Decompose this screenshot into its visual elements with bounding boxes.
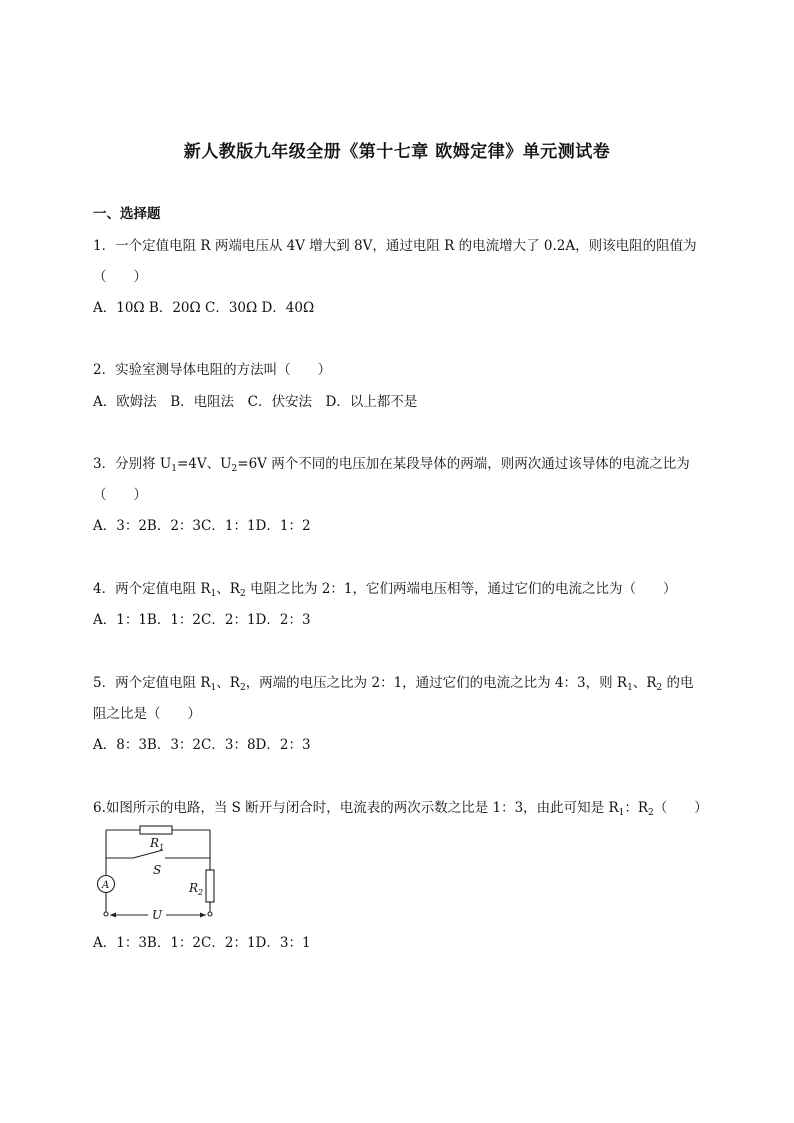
question-6-text: 6.如图所示的电路，当 S 断开与闭合时，电流表的两次示数之比是 1：3，由此可知是 $R_1$：$R_2$（ ）: [93, 800, 708, 818]
question-1-text: 1．一个定值电阻 R 两端电压从 4V 增大到 8V，通过电阻 R 的电流增大了 0.2A，则该电阻的阻值为: [93, 238, 697, 254]
resistor-r1: [140, 826, 172, 834]
label-r2: $R_2$: [189, 881, 204, 897]
question-4-text: 4．两个定值电阻 $R_1$、$R_2$ 电阻之比为 2：1，它们两端电压相等，通过它们的电流之比为（ ）: [93, 581, 677, 599]
question-1-options: A．10Ω B．20Ω C．30Ω D．40Ω: [93, 300, 315, 316]
question-5-options: A．8：3B．3：2C．3：8D．2：3: [93, 737, 311, 753]
question-2-text: 2．实验室测导体电阻的方法叫（ ）: [93, 362, 332, 378]
label-u: U: [152, 908, 163, 922]
section-heading: 一、选择题: [93, 206, 161, 222]
label-s: S: [153, 863, 162, 877]
question-3-options: A．3：2B．2：3C．1：1D．1：2: [93, 518, 311, 534]
label-a: A: [102, 880, 110, 891]
question-4-options: A．1：1B．1：2C．2：1D．2：3: [93, 612, 311, 628]
resistor-r2: [206, 870, 214, 902]
question-5-text-cont: 阻之比是（ ）: [93, 706, 201, 722]
question-1-paren: （ ）: [93, 269, 147, 285]
question-3-text: 3．分别将 $U_1=4V$、$U_2=6V$ 两个不同的电压加在某段导体的两端，则两次通过该导体的电流之比为: [93, 456, 690, 474]
circuit-diagram: [93, 822, 233, 926]
question-2-options: A．欧姆法 B．电阻法 C．伏安法 D．以上都不是: [93, 394, 418, 410]
question-6-options: A．1：3B．1：2C．2：1D．3：1: [93, 935, 311, 951]
page-title: 新人教版九年级全册《第十七章 欧姆定律》单元测试卷: [183, 142, 611, 162]
question-3-paren: （ ）: [93, 487, 147, 503]
label-r1: $R_1$: [150, 836, 165, 852]
question-5-text: 5．两个定值电阻 $R_1$、$R_2$，两端的电压之比为 2：1，通过它们的电流之比为 4：3，则 $R_1$、$R_2$ 的电: [93, 675, 694, 693]
